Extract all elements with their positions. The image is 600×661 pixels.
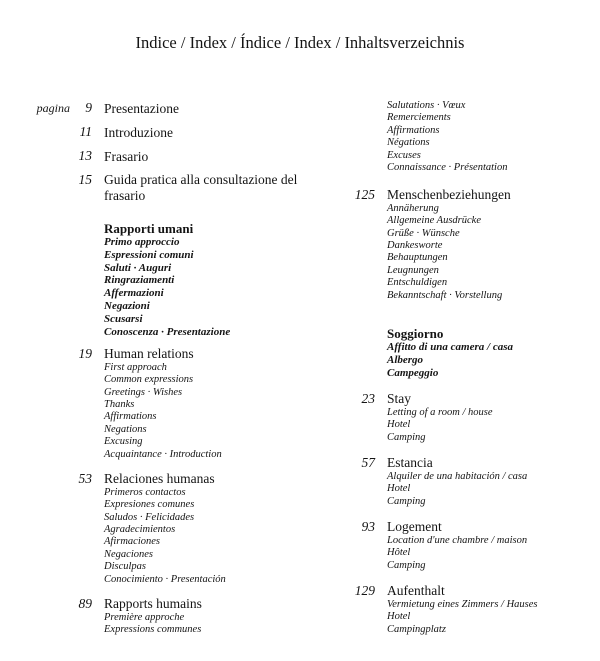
page-number: 19	[78, 346, 92, 361]
sub-item: Common expressions	[104, 374, 194, 386]
rapporti-section	[104, 221, 230, 338]
section-title: Soggiorno	[387, 326, 444, 341]
sub-item: Première approche	[104, 611, 185, 623]
sub-item: Albergo	[387, 353, 424, 366]
sub-item: Greetings · Wishes	[104, 386, 183, 398]
sub-item: Campingplatz	[387, 623, 446, 635]
sub-item: Annäherung	[387, 202, 439, 214]
toc-entry	[361, 455, 527, 471]
sub-item: Affitto di una camera / casa	[387, 341, 513, 353]
sub-item: Dankesworte	[387, 240, 443, 252]
page-title: Indice / Index / Índice / Index / Inhaltsverzeichnis	[135, 33, 465, 52]
page-number: 89	[78, 596, 92, 611]
sub-item: Remerciements	[387, 112, 451, 124]
sub-item: Affirmations	[104, 411, 157, 423]
toc-entry	[354, 583, 538, 599]
sub-item: Primo approccio	[104, 236, 180, 248]
estancia-section	[361, 455, 528, 508]
sub-item: Expressions communes	[104, 624, 202, 636]
aufenthalt-section	[354, 583, 538, 636]
sub-item: Grüße · Wünsche	[387, 227, 460, 239]
section-title: Stay	[387, 391, 412, 406]
sub-item: Letting of a room / house	[387, 406, 493, 418]
toc-entry	[78, 172, 314, 204]
sub-item: Agradecimientos	[104, 524, 176, 536]
sub-item: Conocimiento · Presentación	[104, 573, 226, 585]
page-number: 125	[354, 187, 375, 202]
page-number: 15	[78, 172, 92, 187]
entry-title: Presentazione	[104, 101, 179, 116]
soggiorno-section	[387, 326, 513, 379]
toc-entry	[354, 187, 511, 203]
sub-item: Primeros contactos	[104, 486, 186, 498]
sub-item: Leugnungen	[387, 264, 439, 276]
sub-item: Negazioni	[104, 299, 150, 312]
sub-item: Alquiler de una habitación / casa	[387, 470, 528, 482]
menschen-section	[354, 187, 511, 302]
sub-item: Excusing	[104, 436, 143, 448]
sub-item: First approach	[104, 361, 167, 373]
sub-item: Disculpas	[104, 561, 146, 573]
human-relations-section	[78, 346, 222, 461]
toc-entry	[361, 519, 527, 535]
logement-section	[361, 519, 528, 572]
sub-item: Campeggio	[387, 366, 439, 379]
toc-entry	[78, 148, 314, 172]
sub-item: Allgemeine Ausdrücke	[387, 215, 481, 227]
stay-section	[361, 391, 493, 444]
page-number: 57	[361, 455, 375, 470]
toc-entry	[78, 596, 202, 612]
toc-entry	[361, 391, 493, 407]
entry-title: Introduzione	[104, 125, 173, 140]
toc-entry	[36, 100, 314, 124]
sub-item: Ringraziamenti	[104, 274, 175, 287]
sub-item: Location d'une chambre / maison	[387, 534, 528, 546]
sub-item: Affermazioni	[104, 287, 164, 300]
sub-item: Connaissance · Présentation	[387, 162, 508, 174]
sub-item: Excuses	[387, 149, 421, 161]
section-title: Menschenbeziehungen	[387, 187, 511, 202]
sub-item: Afirmaciones	[104, 536, 160, 548]
page-number: 11	[79, 124, 92, 139]
page-number: 23	[361, 391, 375, 406]
pagina-label: pagina	[36, 101, 70, 115]
sub-item: Camping	[387, 559, 426, 571]
sub-item: Bekanntschaft · Vorstellung	[387, 289, 503, 301]
sub-item: Vermietung eines Zimmers / Hauses	[387, 598, 538, 610]
entry-title: Guida pratica alla consultazione del frasario	[104, 172, 298, 203]
sub-item: Hôtel	[387, 547, 411, 559]
sub-item: Thanks	[104, 399, 135, 411]
sub-item: Salutations · Vœux	[387, 100, 466, 111]
rapports-section	[78, 596, 202, 637]
sub-item: Hotel	[387, 611, 411, 623]
section-title: Estancia	[387, 455, 433, 470]
sub-item: Entschuldigen	[387, 277, 448, 289]
sub-item: Behauptungen	[387, 252, 448, 264]
page-number: 13	[78, 148, 92, 163]
sub-item: Saludos · Felicidades	[104, 511, 195, 523]
section-title: Logement	[387, 519, 442, 534]
sub-item: Affirmations	[387, 124, 440, 136]
section-title: Rapports humains	[104, 596, 202, 611]
sub-item: Acquaintance · Introduction	[104, 448, 222, 460]
sub-item: Saluti · Auguri	[104, 261, 172, 274]
sub-item: Expresiones comunes	[104, 499, 195, 511]
section-title: Rapporti umani	[104, 221, 194, 236]
page-number: 93	[361, 519, 375, 534]
page-number: 53	[78, 471, 92, 486]
sub-item: Negations	[104, 423, 147, 435]
sub-item: Hotel	[387, 419, 411, 431]
toc-entry	[78, 471, 226, 487]
toc-entry	[79, 124, 314, 148]
sub-item: Camping	[387, 495, 426, 507]
toc-entry	[78, 346, 222, 362]
page-number: 9	[85, 100, 92, 115]
entry-title: Frasario	[104, 149, 149, 164]
sub-item: Camping	[387, 431, 426, 443]
section-title: Human relations	[104, 346, 194, 361]
section-title: Relaciones humanas	[104, 471, 215, 486]
sub-item: Espressioni comuni	[104, 248, 194, 261]
rapports-continued	[387, 100, 507, 174]
sub-item: Hotel	[387, 483, 411, 495]
sub-item: Scusarsi	[104, 312, 143, 325]
section-title: Aufenthalt	[387, 583, 445, 598]
sub-item: Négations	[387, 137, 430, 149]
page-number: 129	[354, 583, 375, 598]
relaciones-section	[78, 471, 226, 586]
sub-item: Negaciones	[104, 548, 153, 560]
sub-item: Conoscenza · Presentazione	[104, 325, 231, 338]
front-matter	[36, 100, 314, 204]
